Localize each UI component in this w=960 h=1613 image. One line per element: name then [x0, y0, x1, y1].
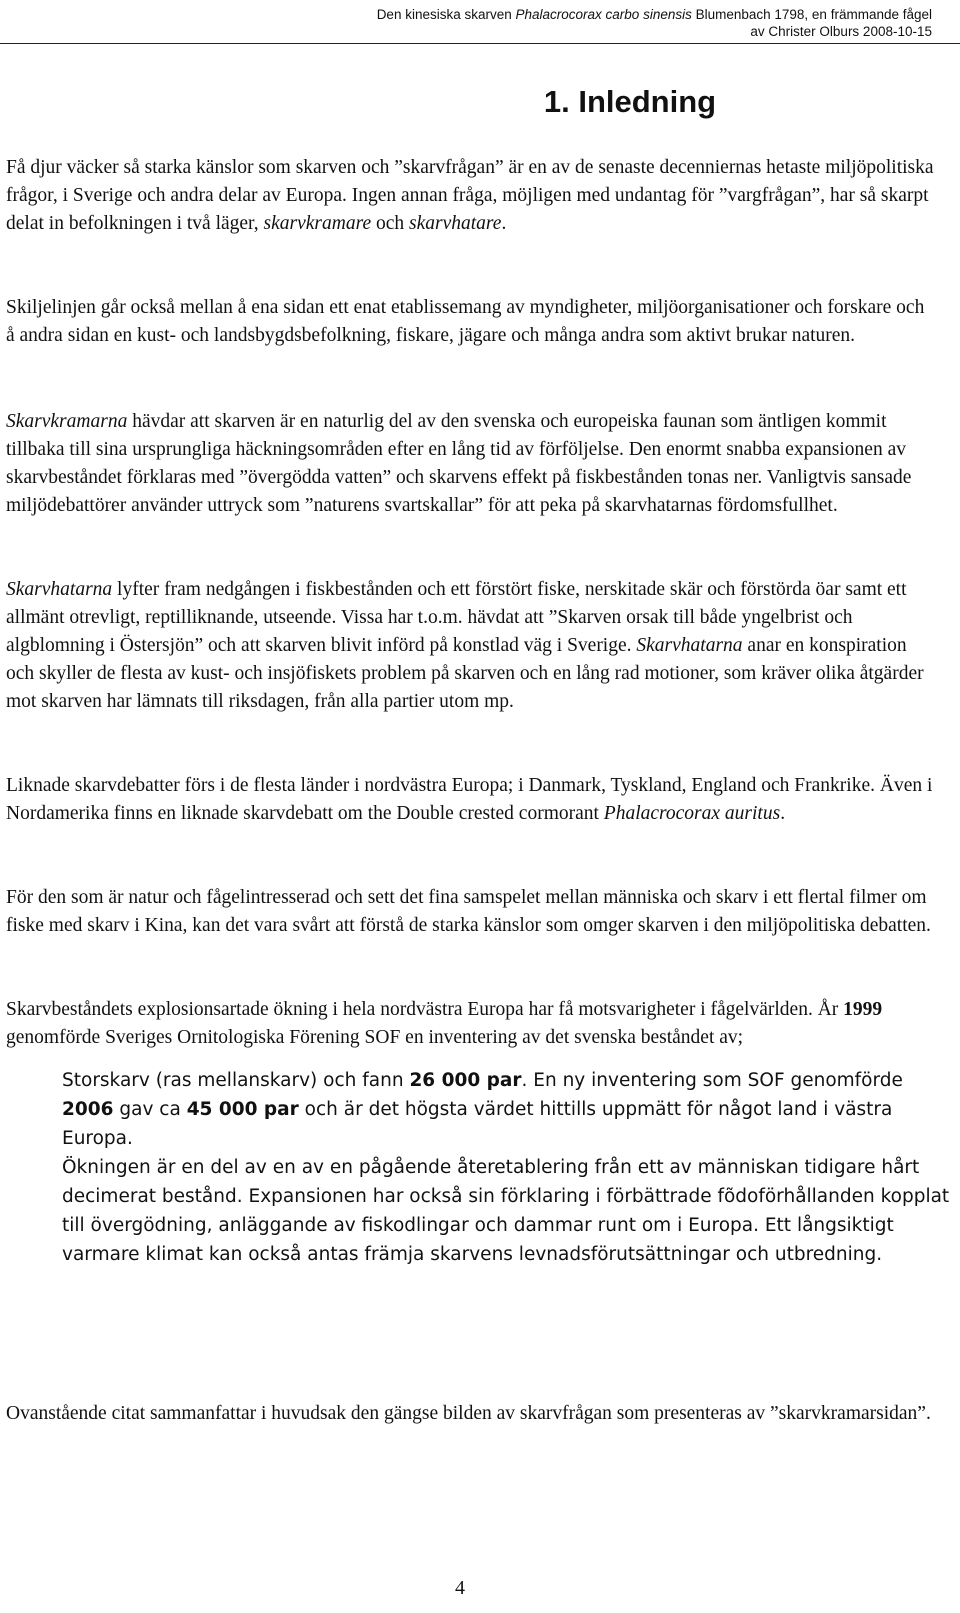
chapter-title: 1. Inledning	[543, 84, 717, 119]
paragraph-summary: Ovanstående citat sammanfattar i huvudsak den gängse bilden av skarvfrågan som presenteras av ”skarvkramarsidan”.	[6, 1403, 931, 1424]
paragraph-intro: Få djur väcker så starka känslor som skarven och ”skarvfrågan” är en av de senaste decenniernas hetaste miljöpolitiska frågor, i Sverige och andra delar av Europa. Ingen annan fråga, möjligen med undantag för ”vargfrågan”, har så skarpt delat in befolkningen i två läger, skarvkramare och skarvhatare.	[6, 157, 934, 234]
quote-block	[62, 1066, 950, 1269]
header-line-2: av Christer Olburs 2008-10-15	[750, 24, 932, 39]
paragraph-divide: Skiljelinjen går också mellan å ena sidan ett enat etablissemang av myndigheter, miljöorganisationer och forskare och å andra sidan en kust- och landsbygdsbefolkning, fiskare, jägare och många andra som aktivt brukar naturen.	[6, 297, 925, 346]
paragraph-skarvkramarna: Skarvkramarna hävdar att skarven är en naturlig del av den svenska och europeiska faunan som äntligen kommit tillbaka till sina ursprungliga häckningsområden efter en lång tid av förföljelse. Den enormt snabba expansionen av skarvbeståndet förklaras med ”övergödda vatten” och skarvens effekt på fiskbestånden tonas ner. Vanligtvis sansade miljödebattörer använder uttryck som ”naturens svartskallar” för att peka på skarvhatarnas fördomsfullhet.	[6, 411, 912, 516]
header-species-name: Phalacrocorax carbo sinensis	[515, 7, 692, 22]
paragraph-other-countries: Liknade skarvdebatter förs i de flesta länder i nordvästra Europa; i Danmark, Tyskland, England och Frankrike. Även i Nordamerika finns en liknade skarvdebatt om the Double crested cormorant Phalacrocorax auritus.	[6, 775, 933, 824]
running-header	[132, 6, 932, 40]
header-rule	[0, 43, 960, 44]
quote-paragraph-2: Ökningen är en del av en av en pågående återetablering från ett av människan tidigare hårt decimerat bestånd. Expansionen har också sin förklaring i förbättrade fõdoförhållanden kopplat till övergödning, anläggande av fiskodlingar och dammar runt om i Europa. Ett långsiktigt varmare klimat kan också antas främja skarvens levnadsförutsättningar och utbredning.	[62, 1157, 950, 1265]
header-line-1: Den kinesiska skarven Phalacrocorax carbo sinensis Blumenbach 1798, en främmande fågel	[376, 7, 932, 22]
paragraph-china-fishing: För den som är natur och fågelintresserad och sett det fina samspelet mellan människa och skarv i ett flertal filmer om fiske med skarv i Kina, kan det vara svårt att förstå de starka känslor som omger skarven i den miljöpolitiska debatten.	[6, 887, 931, 936]
paragraph-population-growth: Skarvbeståndets explosionsartade ökning i hela nordvästra Europa har få motsvarigheter i fågelvärlden. År 1999 genomförde Sveriges Ornitologiska Förening SOF en inventering av det svenska beståndet av;	[6, 999, 883, 1048]
paragraph-skarvhatarna: Skarvhatarna lyfter fram nedgången i fiskbestånden och ett förstört fiske, nerskitade skär och förstörda öar samt ett allmänt otrevligt, reptilliknande, utseende. Vissa har t.o.m. hävdat att ”Skarven orsak till både yngelbrist och algblomning i Östersjön” och att skarven blivit införd på konstlad väg i Sverige. Skarvhatarna anar en konspiration och skyller de flesta av kust- och insjöfiskets problem på skarven och en lång rad motioner, som kräver olika åtgärder mot skarven har lämnats till riksdagen, från alla partier utom mp.	[6, 579, 924, 712]
quote-paragraph-1: Storskarv (ras mellanskarv) och fann 26 000 par. En ny inventering som SOF genomförde 2006 gav ca 45 000 par och är det högsta värdet hittills uppmätt för något land i västra Europa.	[62, 1070, 903, 1149]
page-number: 4	[455, 1577, 465, 1599]
